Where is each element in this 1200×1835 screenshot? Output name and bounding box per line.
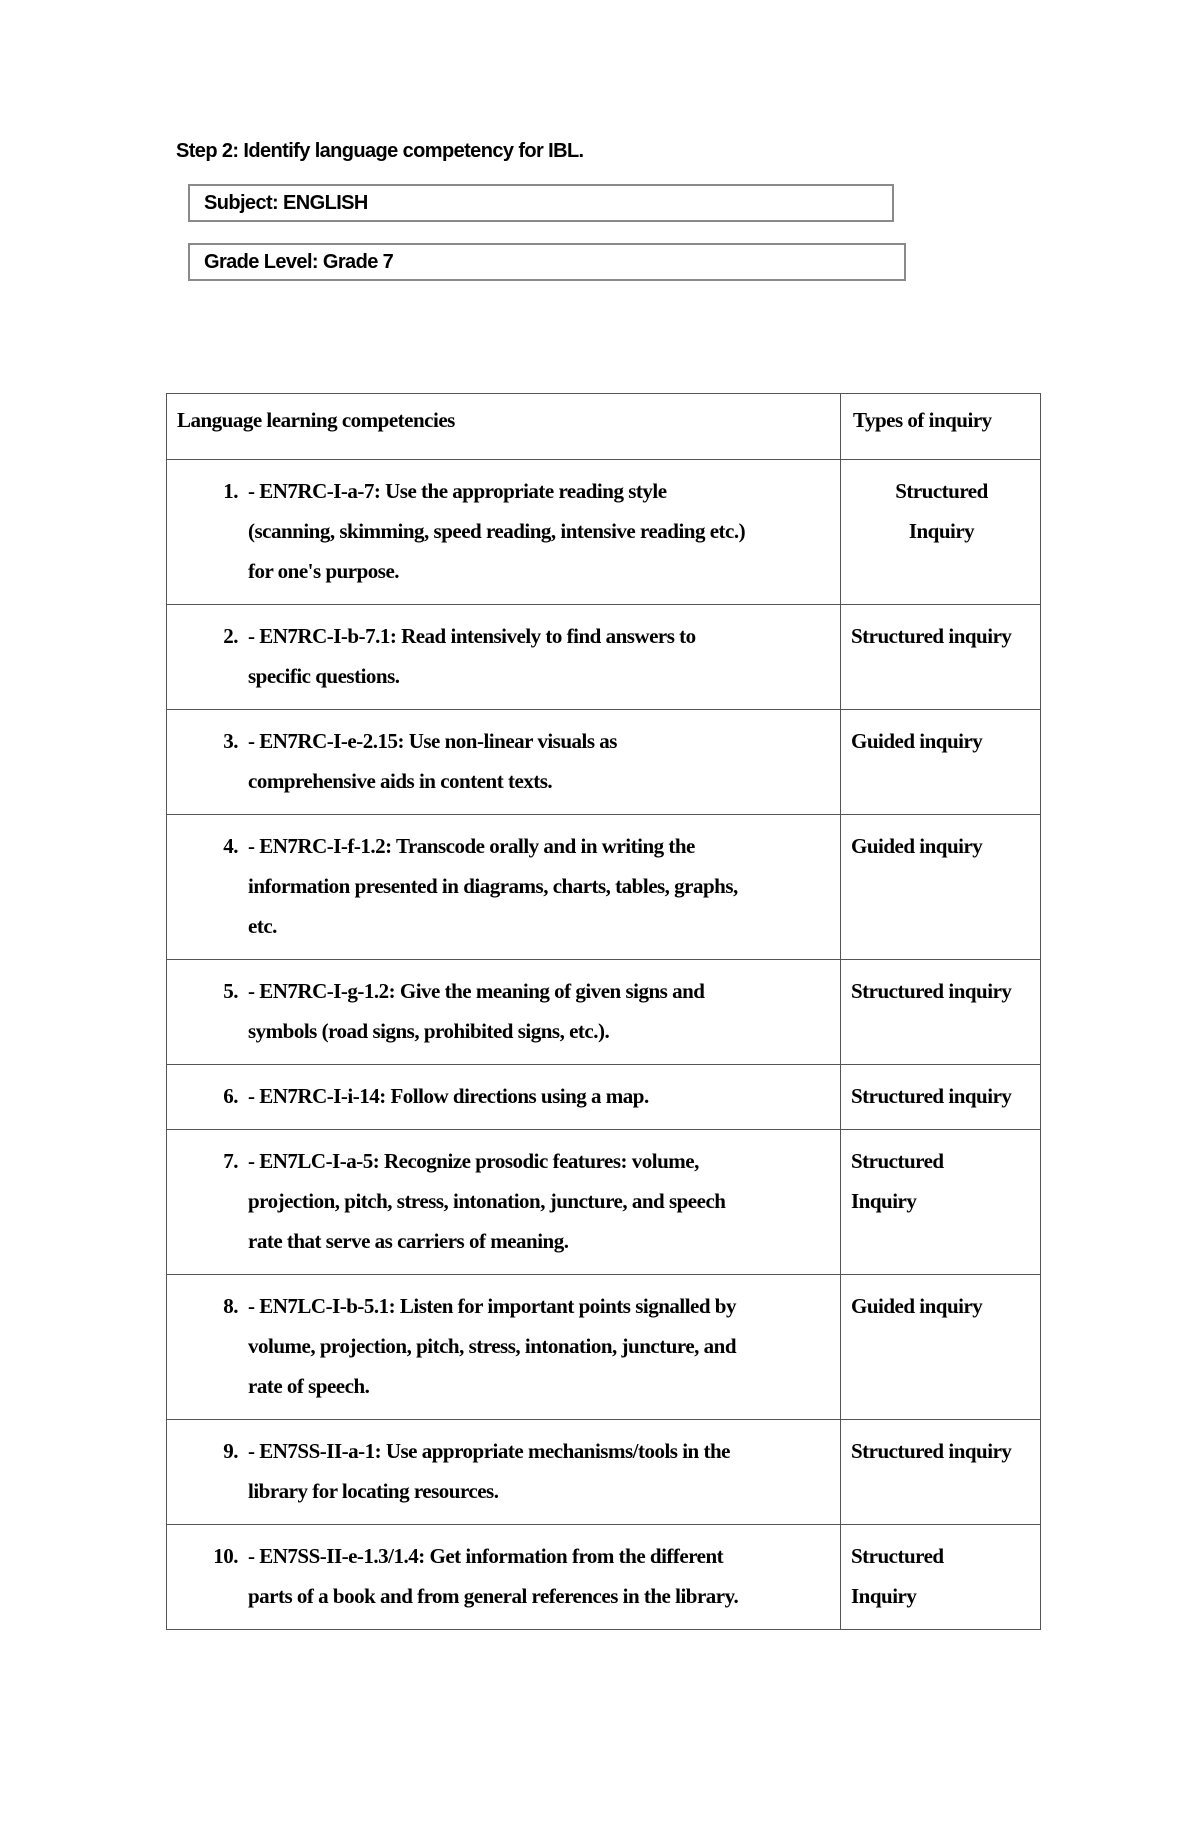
inquiry-type-text: Structured inquiry — [851, 1439, 1012, 1463]
table-row — [167, 1420, 1041, 1525]
inquiry-type-cell — [841, 1130, 1041, 1275]
competency-line — [167, 1431, 828, 1471]
item-number: 6. — [223, 1084, 238, 1108]
item-number: 1. — [223, 479, 238, 503]
competency-cell — [167, 1525, 841, 1630]
header-inquiry-type: Types of inquiry — [841, 394, 1041, 460]
inquiry-type-cell — [841, 960, 1041, 1065]
inquiry-type-text: Structured inquiry — [851, 1084, 1012, 1108]
competency-text: - EN7RC-I-i-14: Follow directions using a map. — [248, 1084, 649, 1108]
competency-line — [167, 866, 828, 906]
competency-text: - EN7RC-I-b-7.1: Read intensively to find answers to — [248, 624, 696, 648]
competency-text: - EN7LC-I-a-5: Recognize prosodic features: volume, — [248, 1149, 699, 1173]
inquiry-type-cell — [841, 1065, 1041, 1130]
table-row — [167, 1065, 1041, 1130]
competency-line — [167, 1471, 828, 1511]
competency-line — [167, 1221, 828, 1261]
item-number: 7. — [223, 1149, 238, 1173]
inquiry-type-text: Structured — [851, 1149, 944, 1173]
inquiry-type-text: Structured — [851, 1544, 944, 1568]
item-number: 2. — [223, 624, 238, 648]
item-indent — [167, 511, 248, 551]
inquiry-type-text: Structured inquiry — [851, 979, 1012, 1003]
table-row — [167, 1525, 1041, 1630]
item-indent — [167, 1221, 248, 1261]
item-number: 9. — [223, 1439, 238, 1463]
table-body — [167, 394, 1041, 1630]
item-indent — [167, 551, 248, 591]
item-number: 3. — [223, 729, 238, 753]
table-row — [167, 460, 1041, 605]
competency-line — [167, 721, 828, 761]
competency-text: for one's purpose. — [248, 559, 400, 583]
item-indent — [167, 656, 248, 696]
item-indent — [167, 906, 248, 946]
competency-line — [167, 511, 828, 551]
item-indent — [167, 1181, 248, 1221]
competency-text: - EN7LC-I-b-5.1: Listen for important points signalled by — [248, 1294, 736, 1318]
competency-cell — [167, 460, 841, 605]
competency-cell — [167, 815, 841, 960]
competency-line — [167, 1536, 828, 1576]
competency-cell — [167, 1130, 841, 1275]
competency-line — [167, 826, 828, 866]
competency-cell — [167, 710, 841, 815]
competency-line — [167, 1181, 828, 1221]
table-row — [167, 960, 1041, 1065]
competency-text: - EN7SS-II-a-1: Use appropriate mechanisms/tools in the — [248, 1439, 730, 1463]
item-indent — [167, 1326, 248, 1366]
competency-text: library for locating resources. — [248, 1479, 499, 1503]
competency-line — [167, 656, 828, 696]
inquiry-type-cell — [841, 1275, 1041, 1420]
competency-text: information presented in diagrams, charts, tables, graphs, — [248, 874, 738, 898]
competency-text: volume, projection, pitch, stress, intonation, juncture, and — [248, 1334, 737, 1358]
inquiry-type-text: Inquiry — [851, 1189, 917, 1213]
competency-cell — [167, 1420, 841, 1525]
competency-line — [167, 761, 828, 801]
competency-line — [167, 1011, 828, 1051]
competency-text: symbols (road signs, prohibited signs, etc.). — [248, 1019, 610, 1043]
inquiry-type-cell — [841, 460, 1041, 605]
item-indent — [167, 1471, 248, 1511]
table-row — [167, 1130, 1041, 1275]
item-number: 5. — [223, 979, 238, 1003]
competency-text: rate that serve as carriers of meaning. — [248, 1229, 569, 1253]
inquiry-type-text: Inquiry — [851, 1584, 917, 1608]
header-competencies: Language learning competencies — [167, 394, 841, 460]
competency-text: - EN7SS-II-e-1.3/1.4: Get information from the different — [248, 1544, 724, 1568]
competency-cell — [167, 1065, 841, 1130]
table-row — [167, 605, 1041, 710]
competency-text: - EN7RC-I-e-2.15: Use non-linear visuals as — [248, 729, 617, 753]
competency-text: projection, pitch, stress, intonation, juncture, and speech — [248, 1189, 726, 1213]
item-indent — [167, 1576, 248, 1616]
inquiry-type-text: Guided inquiry — [851, 834, 983, 858]
table-row — [167, 710, 1041, 815]
competency-text: specific questions. — [248, 664, 400, 688]
item-number: 4. — [223, 834, 238, 858]
competency-cell — [167, 605, 841, 710]
subject-label: Subject: ENGLISH — [204, 192, 368, 214]
competency-text: etc. — [248, 914, 277, 938]
inquiry-type-cell — [841, 815, 1041, 960]
table-row — [167, 815, 1041, 960]
table-row — [167, 1275, 1041, 1420]
inquiry-type-cell — [841, 710, 1041, 815]
item-indent — [167, 866, 248, 906]
grade-level-box — [188, 243, 906, 281]
competency-line — [167, 906, 828, 946]
competency-line — [167, 1141, 828, 1181]
item-indent — [167, 1011, 248, 1051]
item-number: 8. — [223, 1294, 238, 1318]
competency-line — [167, 1576, 828, 1616]
competency-text: (scanning, skimming, speed reading, intensive reading etc.) — [248, 519, 746, 543]
competency-line — [167, 471, 828, 511]
inquiry-type-text: Structured — [895, 479, 988, 503]
competency-table — [166, 393, 1041, 1630]
table-header-row — [167, 394, 1041, 460]
competency-line — [167, 1286, 828, 1326]
inquiry-type-text: Inquiry — [908, 519, 975, 543]
competency-text: - EN7RC-I-f-1.2: Transcode orally and in writing the — [248, 834, 695, 858]
competency-text: parts of a book and from general references in the library. — [248, 1584, 739, 1608]
item-indent — [167, 1366, 248, 1406]
competency-cell — [167, 1275, 841, 1420]
inquiry-type-cell — [841, 1420, 1041, 1525]
competency-line — [167, 1366, 828, 1406]
item-number: 10. — [213, 1544, 238, 1568]
competency-cell — [167, 960, 841, 1065]
competency-text: rate of speech. — [248, 1374, 370, 1398]
inquiry-type-text: Guided inquiry — [851, 1294, 983, 1318]
item-indent — [167, 761, 248, 801]
grade-level-label: Grade Level: Grade 7 — [204, 251, 394, 273]
inquiry-type-cell — [841, 1525, 1041, 1630]
competency-line — [167, 616, 828, 656]
competency-line — [167, 1076, 828, 1116]
step-title: Step 2: Identify language competency for IBL. — [176, 140, 584, 162]
inquiry-type-text: Guided inquiry — [851, 729, 983, 753]
competency-text: comprehensive aids in content texts. — [248, 769, 553, 793]
inquiry-type-cell — [841, 605, 1041, 710]
subject-box — [188, 184, 894, 222]
competency-line — [167, 971, 828, 1011]
competency-line — [167, 1326, 828, 1366]
competency-line — [167, 551, 828, 591]
competency-text: - EN7RC-I-g-1.2: Give the meaning of given signs and — [248, 979, 705, 1003]
inquiry-type-text: Structured inquiry — [851, 624, 1012, 648]
competency-text: - EN7RC-I-a-7: Use the appropriate reading style — [248, 479, 667, 503]
